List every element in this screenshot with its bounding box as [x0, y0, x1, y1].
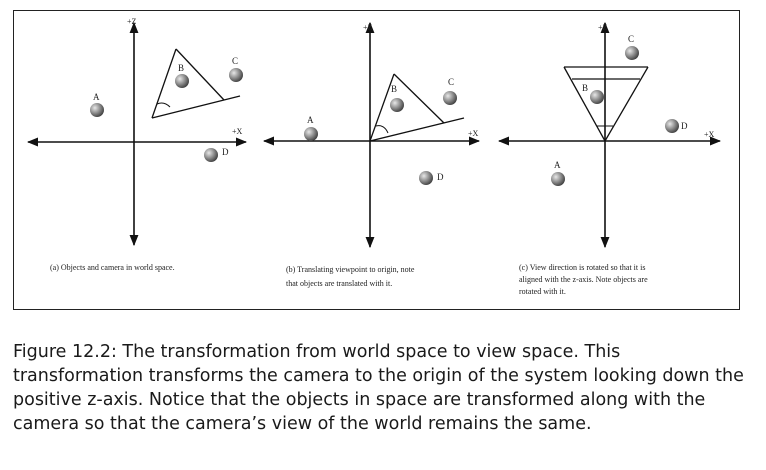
panel-c-x-label: +X: [704, 130, 715, 139]
panel-a-object-d: [204, 148, 218, 162]
panel-c-label-d: D: [681, 121, 688, 131]
panel-c-caption-line-1: (c) View direction is rotated so that it is: [519, 263, 646, 272]
panel-c-object-b: [590, 90, 604, 104]
panel-c-caption-line-2: aligned with the z-axis. Note objects are: [519, 275, 648, 284]
panel-c-label-c: C: [628, 34, 635, 44]
panel-b: [264, 23, 479, 288]
panel-b-object-a: [304, 127, 318, 141]
panel-c-z-label: +Z: [598, 23, 608, 32]
panel-b-label-c: C: [448, 77, 455, 87]
panel-a-caption-line-1: (a) Objects and camera in world space.: [50, 263, 175, 272]
panel-a-object-a: [90, 103, 104, 117]
panel-c-object-c: [625, 46, 639, 60]
panel-c-label-a: A: [554, 160, 561, 170]
panel-a-label-b: B: [178, 63, 185, 73]
panel-b-object-c: [443, 91, 457, 105]
diagram: [14, 11, 741, 311]
panel-b-object-d: [419, 171, 433, 185]
figure-caption: Figure 12.2: The transformation from world space to view space. This transformation transforms the camera to the origin of the system looking down the positive z-axis. Notice that the objects in space are transformed along with the camera so that the camera’s view of the world remains the same.: [13, 342, 744, 434]
panel-b-object-b: [390, 98, 404, 112]
panel-a-camera-frustum: [152, 49, 240, 118]
panel-a: [28, 17, 246, 272]
panel-a-label-d: D: [222, 147, 229, 157]
panel-a-object-b: [175, 74, 189, 88]
panel-b-x-label: +X: [468, 129, 479, 138]
panel-b-caption-line-2: that objects are translated with it.: [286, 279, 393, 288]
panel-c: [499, 23, 720, 296]
panel-b-label-a: A: [307, 115, 314, 125]
panel-c-object-d: [665, 119, 679, 133]
panel-b-label-d: D: [437, 172, 444, 182]
panel-a-x-label: +X: [232, 127, 243, 136]
panel-a-label-a: A: [93, 92, 100, 102]
panel-b-caption-line-1: (b) Translating viewpoint to origin, note: [286, 265, 415, 274]
panel-c-camera-frustum: [564, 67, 648, 141]
panel-c-label-b: B: [582, 83, 589, 93]
panel-c-object-a: [551, 172, 565, 186]
figure-frame: [13, 10, 740, 310]
panel-a-object-c: [229, 68, 243, 82]
panel-b-label-b: B: [391, 84, 398, 94]
panel-b-z-label: +Z: [363, 23, 373, 32]
panel-c-caption-line-3: rotated with it.: [519, 287, 566, 296]
panel-a-label-c: C: [232, 56, 239, 66]
panel-a-z-label: +Z: [127, 17, 137, 26]
